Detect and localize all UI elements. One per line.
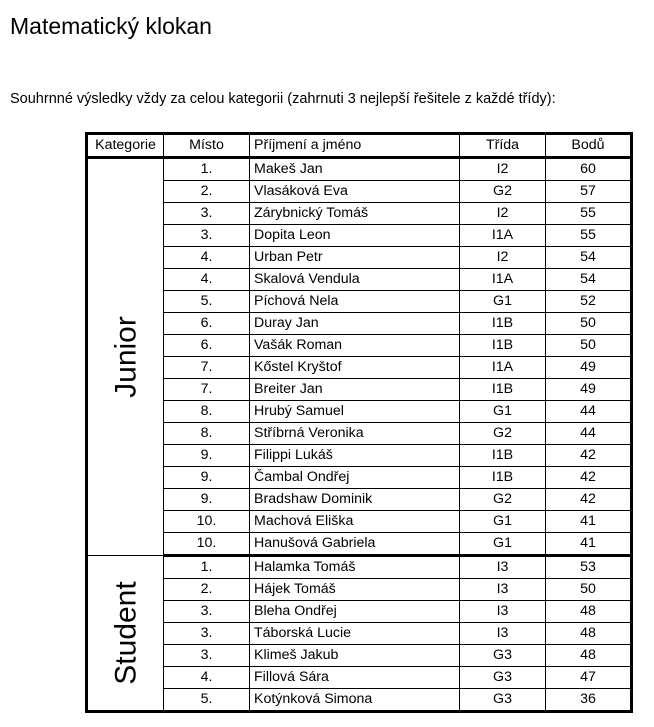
table-row (87, 335, 632, 357)
name-cell: Hanušová Gabriela (250, 533, 460, 556)
name-cell: Klimeš Jakub (250, 645, 460, 667)
place-cell: 2. (164, 579, 250, 601)
category-cell (87, 556, 164, 712)
name-cell: Bleha Ondřej (250, 601, 460, 623)
class-cell: I2 (460, 203, 546, 225)
place-cell: 10. (164, 511, 250, 533)
table-row (87, 423, 632, 445)
table-row (87, 181, 632, 203)
class-cell: I2 (460, 158, 546, 181)
name-cell: Stříbrná Veronika (250, 423, 460, 445)
class-cell: I1A (460, 357, 546, 379)
points-cell: 50 (546, 313, 632, 335)
place-cell: 9. (164, 445, 250, 467)
points-cell: 50 (546, 579, 632, 601)
place-cell: 6. (164, 313, 250, 335)
name-cell: Breiter Jan (250, 379, 460, 401)
place-cell: 4. (164, 247, 250, 269)
name-cell: Vlasáková Eva (250, 181, 460, 203)
class-cell: G2 (460, 423, 546, 445)
place-cell: 2. (164, 181, 250, 203)
points-cell: 53 (546, 556, 632, 579)
points-cell: 41 (546, 533, 632, 556)
points-cell: 47 (546, 667, 632, 689)
name-cell: Kotýnková Simona (250, 689, 460, 712)
points-cell: 36 (546, 689, 632, 712)
class-cell: G1 (460, 511, 546, 533)
class-cell: I3 (460, 601, 546, 623)
place-cell: 9. (164, 489, 250, 511)
category-label: Junior (109, 316, 142, 398)
table-row (87, 556, 632, 579)
place-cell: 3. (164, 225, 250, 247)
class-cell: I1B (460, 335, 546, 357)
table-row (87, 158, 632, 181)
place-cell: 3. (164, 203, 250, 225)
class-cell: I1A (460, 225, 546, 247)
class-cell: I3 (460, 623, 546, 645)
place-cell: 7. (164, 379, 250, 401)
class-cell: G3 (460, 689, 546, 712)
name-cell: Bradshaw Dominik (250, 489, 460, 511)
category-label: Student (109, 581, 142, 685)
name-cell: Hájek Tomáš (250, 579, 460, 601)
results-table-body (87, 158, 632, 712)
place-cell: 6. (164, 335, 250, 357)
points-cell: 48 (546, 645, 632, 667)
class-cell: I1B (460, 467, 546, 489)
class-cell: I1A (460, 269, 546, 291)
place-cell: 10. (164, 533, 250, 556)
table-row (87, 645, 632, 667)
points-cell: 41 (546, 511, 632, 533)
page-title: Matematický klokan (10, 13, 212, 39)
points-cell: 50 (546, 335, 632, 357)
place-cell: 7. (164, 357, 250, 379)
points-cell: 52 (546, 291, 632, 313)
category-cell (87, 158, 164, 556)
header-row (87, 134, 632, 158)
points-cell: 42 (546, 489, 632, 511)
class-cell: I3 (460, 579, 546, 601)
class-cell: I1B (460, 313, 546, 335)
name-cell: Vašák Roman (250, 335, 460, 357)
table-row (87, 667, 632, 689)
table-row (87, 203, 632, 225)
points-cell: 54 (546, 247, 632, 269)
class-cell: G3 (460, 667, 546, 689)
class-cell: I2 (460, 247, 546, 269)
name-cell: Kőstel Kryštof (250, 357, 460, 379)
place-cell: 5. (164, 689, 250, 712)
place-cell: 1. (164, 556, 250, 579)
name-cell: Filippi Lukáš (250, 445, 460, 467)
place-cell: 9. (164, 467, 250, 489)
place-cell: 3. (164, 601, 250, 623)
table-row (87, 401, 632, 423)
place-cell: 1. (164, 158, 250, 181)
table-row (87, 579, 632, 601)
place-cell: 8. (164, 401, 250, 423)
name-cell: Táborská Lucie (250, 623, 460, 645)
name-cell: Machová Eliška (250, 511, 460, 533)
name-cell: Urban Petr (250, 247, 460, 269)
table-row (87, 225, 632, 247)
table-row (87, 269, 632, 291)
points-cell: 42 (546, 467, 632, 489)
name-cell: Píchová Nela (250, 291, 460, 313)
place-cell: 5. (164, 291, 250, 313)
table-row (87, 247, 632, 269)
header-name: Příjmení a jméno (250, 134, 460, 158)
class-cell: G2 (460, 181, 546, 203)
points-cell: 42 (546, 445, 632, 467)
results-table-header (87, 134, 632, 158)
table-row (87, 623, 632, 645)
points-cell: 44 (546, 423, 632, 445)
name-cell: Hrubý Samuel (250, 401, 460, 423)
header-points: Bodů (546, 134, 632, 158)
points-cell: 54 (546, 269, 632, 291)
table-row (87, 533, 632, 556)
results-table (85, 132, 633, 713)
table-row (87, 313, 632, 335)
name-cell: Dopita Leon (250, 225, 460, 247)
header-place: Místo (164, 134, 250, 158)
table-row (87, 467, 632, 489)
table-row (87, 601, 632, 623)
page-subtitle: Souhrnné výsledky vždy za celou kategorii (zahrnuti 3 nejlepší řešitele z každé třídy): (10, 91, 556, 107)
name-cell: Fillová Sára (250, 667, 460, 689)
place-cell: 4. (164, 269, 250, 291)
table-row (87, 379, 632, 401)
name-cell: Čambal Ondřej (250, 467, 460, 489)
class-cell: I1B (460, 445, 546, 467)
points-cell: 48 (546, 601, 632, 623)
name-cell: Skalová Vendula (250, 269, 460, 291)
table-row (87, 489, 632, 511)
class-cell: I3 (460, 556, 546, 579)
points-cell: 57 (546, 181, 632, 203)
place-cell: 3. (164, 645, 250, 667)
table-row (87, 291, 632, 313)
name-cell: Zárybnický Tomáš (250, 203, 460, 225)
name-cell: Halamka Tomáš (250, 556, 460, 579)
table-row (87, 357, 632, 379)
place-cell: 8. (164, 423, 250, 445)
place-cell: 4. (164, 667, 250, 689)
points-cell: 55 (546, 225, 632, 247)
class-cell: G1 (460, 291, 546, 313)
points-cell: 55 (546, 203, 632, 225)
table-row (87, 511, 632, 533)
table-row (87, 445, 632, 467)
class-cell: I1B (460, 379, 546, 401)
class-cell: G2 (460, 489, 546, 511)
class-cell: G1 (460, 533, 546, 556)
header-class: Třída (460, 134, 546, 158)
points-cell: 49 (546, 357, 632, 379)
table-row (87, 689, 632, 712)
points-cell: 44 (546, 401, 632, 423)
name-cell: Makeš Jan (250, 158, 460, 181)
points-cell: 48 (546, 623, 632, 645)
class-cell: G1 (460, 401, 546, 423)
class-cell: G3 (460, 645, 546, 667)
points-cell: 60 (546, 158, 632, 181)
header-category: Kategorie (87, 134, 164, 158)
points-cell: 49 (546, 379, 632, 401)
place-cell: 3. (164, 623, 250, 645)
name-cell: Duray Jan (250, 313, 460, 335)
